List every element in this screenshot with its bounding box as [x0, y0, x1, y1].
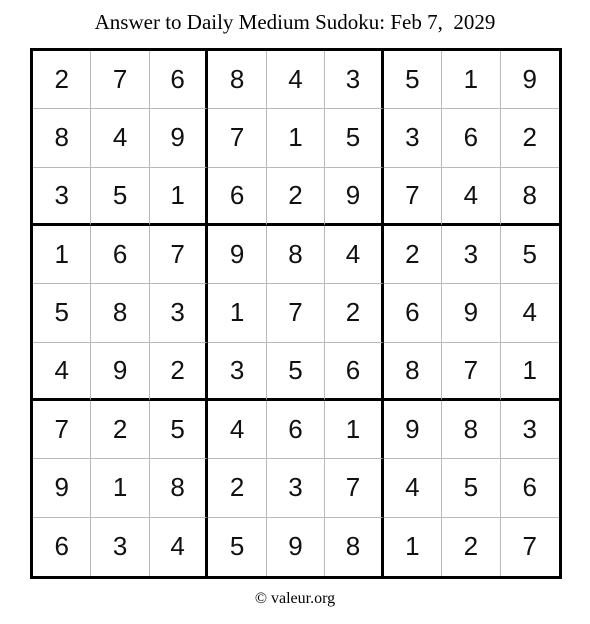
sudoku-cell-r7-c7: 9 [384, 401, 442, 459]
sudoku-cell-r5-c8: 9 [442, 284, 500, 342]
sudoku-cell-r5-c1: 5 [33, 284, 91, 342]
sudoku-cell-r2-c3: 9 [150, 109, 208, 167]
sudoku-cell-r2-c1: 8 [33, 109, 91, 167]
sudoku-cell-r8-c9: 6 [501, 459, 559, 517]
sudoku-cell-r7-c5: 6 [267, 401, 325, 459]
sudoku-cell-r8-c2: 1 [91, 459, 149, 517]
sudoku-cell-r1-c5: 4 [267, 51, 325, 109]
sudoku-cell-r9-c6: 8 [325, 518, 383, 576]
sudoku-cell-r9-c3: 4 [150, 518, 208, 576]
sudoku-cell-r2-c9: 2 [501, 109, 559, 167]
sudoku-cell-r1-c2: 7 [91, 51, 149, 109]
sudoku-cell-r3-c9: 8 [501, 168, 559, 226]
sudoku-cell-r8-c4: 2 [208, 459, 266, 517]
sudoku-board [30, 48, 562, 579]
sudoku-cell-r9-c2: 3 [91, 518, 149, 576]
sudoku-cell-r1-c4: 8 [208, 51, 266, 109]
sudoku-cell-r3-c3: 1 [150, 168, 208, 226]
sudoku-cell-r3-c5: 2 [267, 168, 325, 226]
sudoku-cell-r9-c8: 2 [442, 518, 500, 576]
page-title: Answer to Daily Medium Sudoku: Feb 7, 2029 [94, 10, 496, 34]
sudoku-cell-r1-c1: 2 [33, 51, 91, 109]
sudoku-cell-r3-c8: 4 [442, 168, 500, 226]
sudoku-cell-r2-c8: 6 [442, 109, 500, 167]
sudoku-cell-r2-c7: 3 [384, 109, 442, 167]
sudoku-cell-r3-c1: 3 [33, 168, 91, 226]
sudoku-cell-r2-c2: 4 [91, 109, 149, 167]
sudoku-cell-r5-c4: 1 [208, 284, 266, 342]
sudoku-cell-r4-c3: 7 [150, 226, 208, 284]
sudoku-cell-r6-c8: 7 [442, 343, 500, 401]
sudoku-cell-r3-c6: 9 [325, 168, 383, 226]
sudoku-cell-r9-c1: 6 [33, 518, 91, 576]
sudoku-cell-r6-c3: 2 [150, 343, 208, 401]
sudoku-cell-r8-c8: 5 [442, 459, 500, 517]
sudoku-cell-r2-c4: 7 [208, 109, 266, 167]
sudoku-cell-r3-c2: 5 [91, 168, 149, 226]
sudoku-cell-r1-c8: 1 [442, 51, 500, 109]
sudoku-cell-r6-c1: 4 [33, 343, 91, 401]
sudoku-cell-r4-c6: 4 [325, 226, 383, 284]
sudoku-cell-r4-c9: 5 [501, 226, 559, 284]
sudoku-cell-r8-c6: 7 [325, 459, 383, 517]
sudoku-cell-r7-c4: 4 [208, 401, 266, 459]
sudoku-cell-r1-c9: 9 [501, 51, 559, 109]
sudoku-cell-r9-c5: 9 [267, 518, 325, 576]
sudoku-cell-r8-c1: 9 [33, 459, 91, 517]
sudoku-cell-r7-c6: 1 [325, 401, 383, 459]
sudoku-cell-r1-c6: 3 [325, 51, 383, 109]
sudoku-cell-r5-c3: 3 [150, 284, 208, 342]
sudoku-cell-r9-c9: 7 [522, 531, 537, 562]
sudoku-cell-r5-c6: 2 [325, 284, 383, 342]
sudoku-cell-r6-c7: 8 [384, 343, 442, 401]
sudoku-cell-r6-c9: 1 [501, 343, 559, 401]
sudoku-cell-r7-c9: 3 [501, 401, 559, 459]
sudoku-cell-r6-c6: 6 [325, 343, 383, 401]
sudoku-cell-r5-c2: 8 [91, 284, 149, 342]
sudoku-cell-r8-c5: 3 [267, 459, 325, 517]
sudoku-cell-r9-c7: 1 [384, 518, 442, 576]
sudoku-cell-r7-c3: 5 [150, 401, 208, 459]
sudoku-cell-r6-c4: 3 [208, 343, 266, 401]
sudoku-cell-r4-c4: 9 [208, 226, 266, 284]
sudoku-cell-r7-c2: 2 [91, 401, 149, 459]
sudoku-cell-r4-c5: 8 [267, 226, 325, 284]
sudoku-cell-r4-c2: 6 [91, 226, 149, 284]
sudoku-cell-r1-c3: 6 [150, 51, 208, 109]
sudoku-cell-r5-c9: 4 [501, 284, 559, 342]
sudoku-cell-r4-c8: 3 [442, 226, 500, 284]
sudoku-cell-r8-c3: 8 [150, 459, 208, 517]
copyright-footer: © valeur.org [254, 590, 336, 607]
sudoku-cell-r4-c1: 1 [33, 226, 91, 284]
sudoku-cell-r2-c5: 1 [267, 109, 325, 167]
sudoku-cell-r1-c7: 5 [384, 51, 442, 109]
sudoku-cell-r5-c5: 7 [267, 284, 325, 342]
sudoku-cell-r7-c1: 7 [33, 401, 91, 459]
sudoku-cell-r4-c7: 2 [384, 226, 442, 284]
sudoku-cell-r2-c6: 5 [325, 109, 383, 167]
sudoku-cell-r8-c7: 4 [384, 459, 442, 517]
sudoku-cell-r3-c7: 7 [384, 168, 442, 226]
sudoku-cell-r7-c8: 8 [442, 401, 500, 459]
sudoku-cell-r5-c7: 6 [384, 284, 442, 342]
sudoku-cell-r9-c4: 5 [208, 518, 266, 576]
sudoku-cell-r6-c5: 5 [267, 343, 325, 401]
sudoku-cell-r6-c2: 9 [91, 343, 149, 401]
sudoku-cell-r3-c4: 6 [208, 168, 266, 226]
